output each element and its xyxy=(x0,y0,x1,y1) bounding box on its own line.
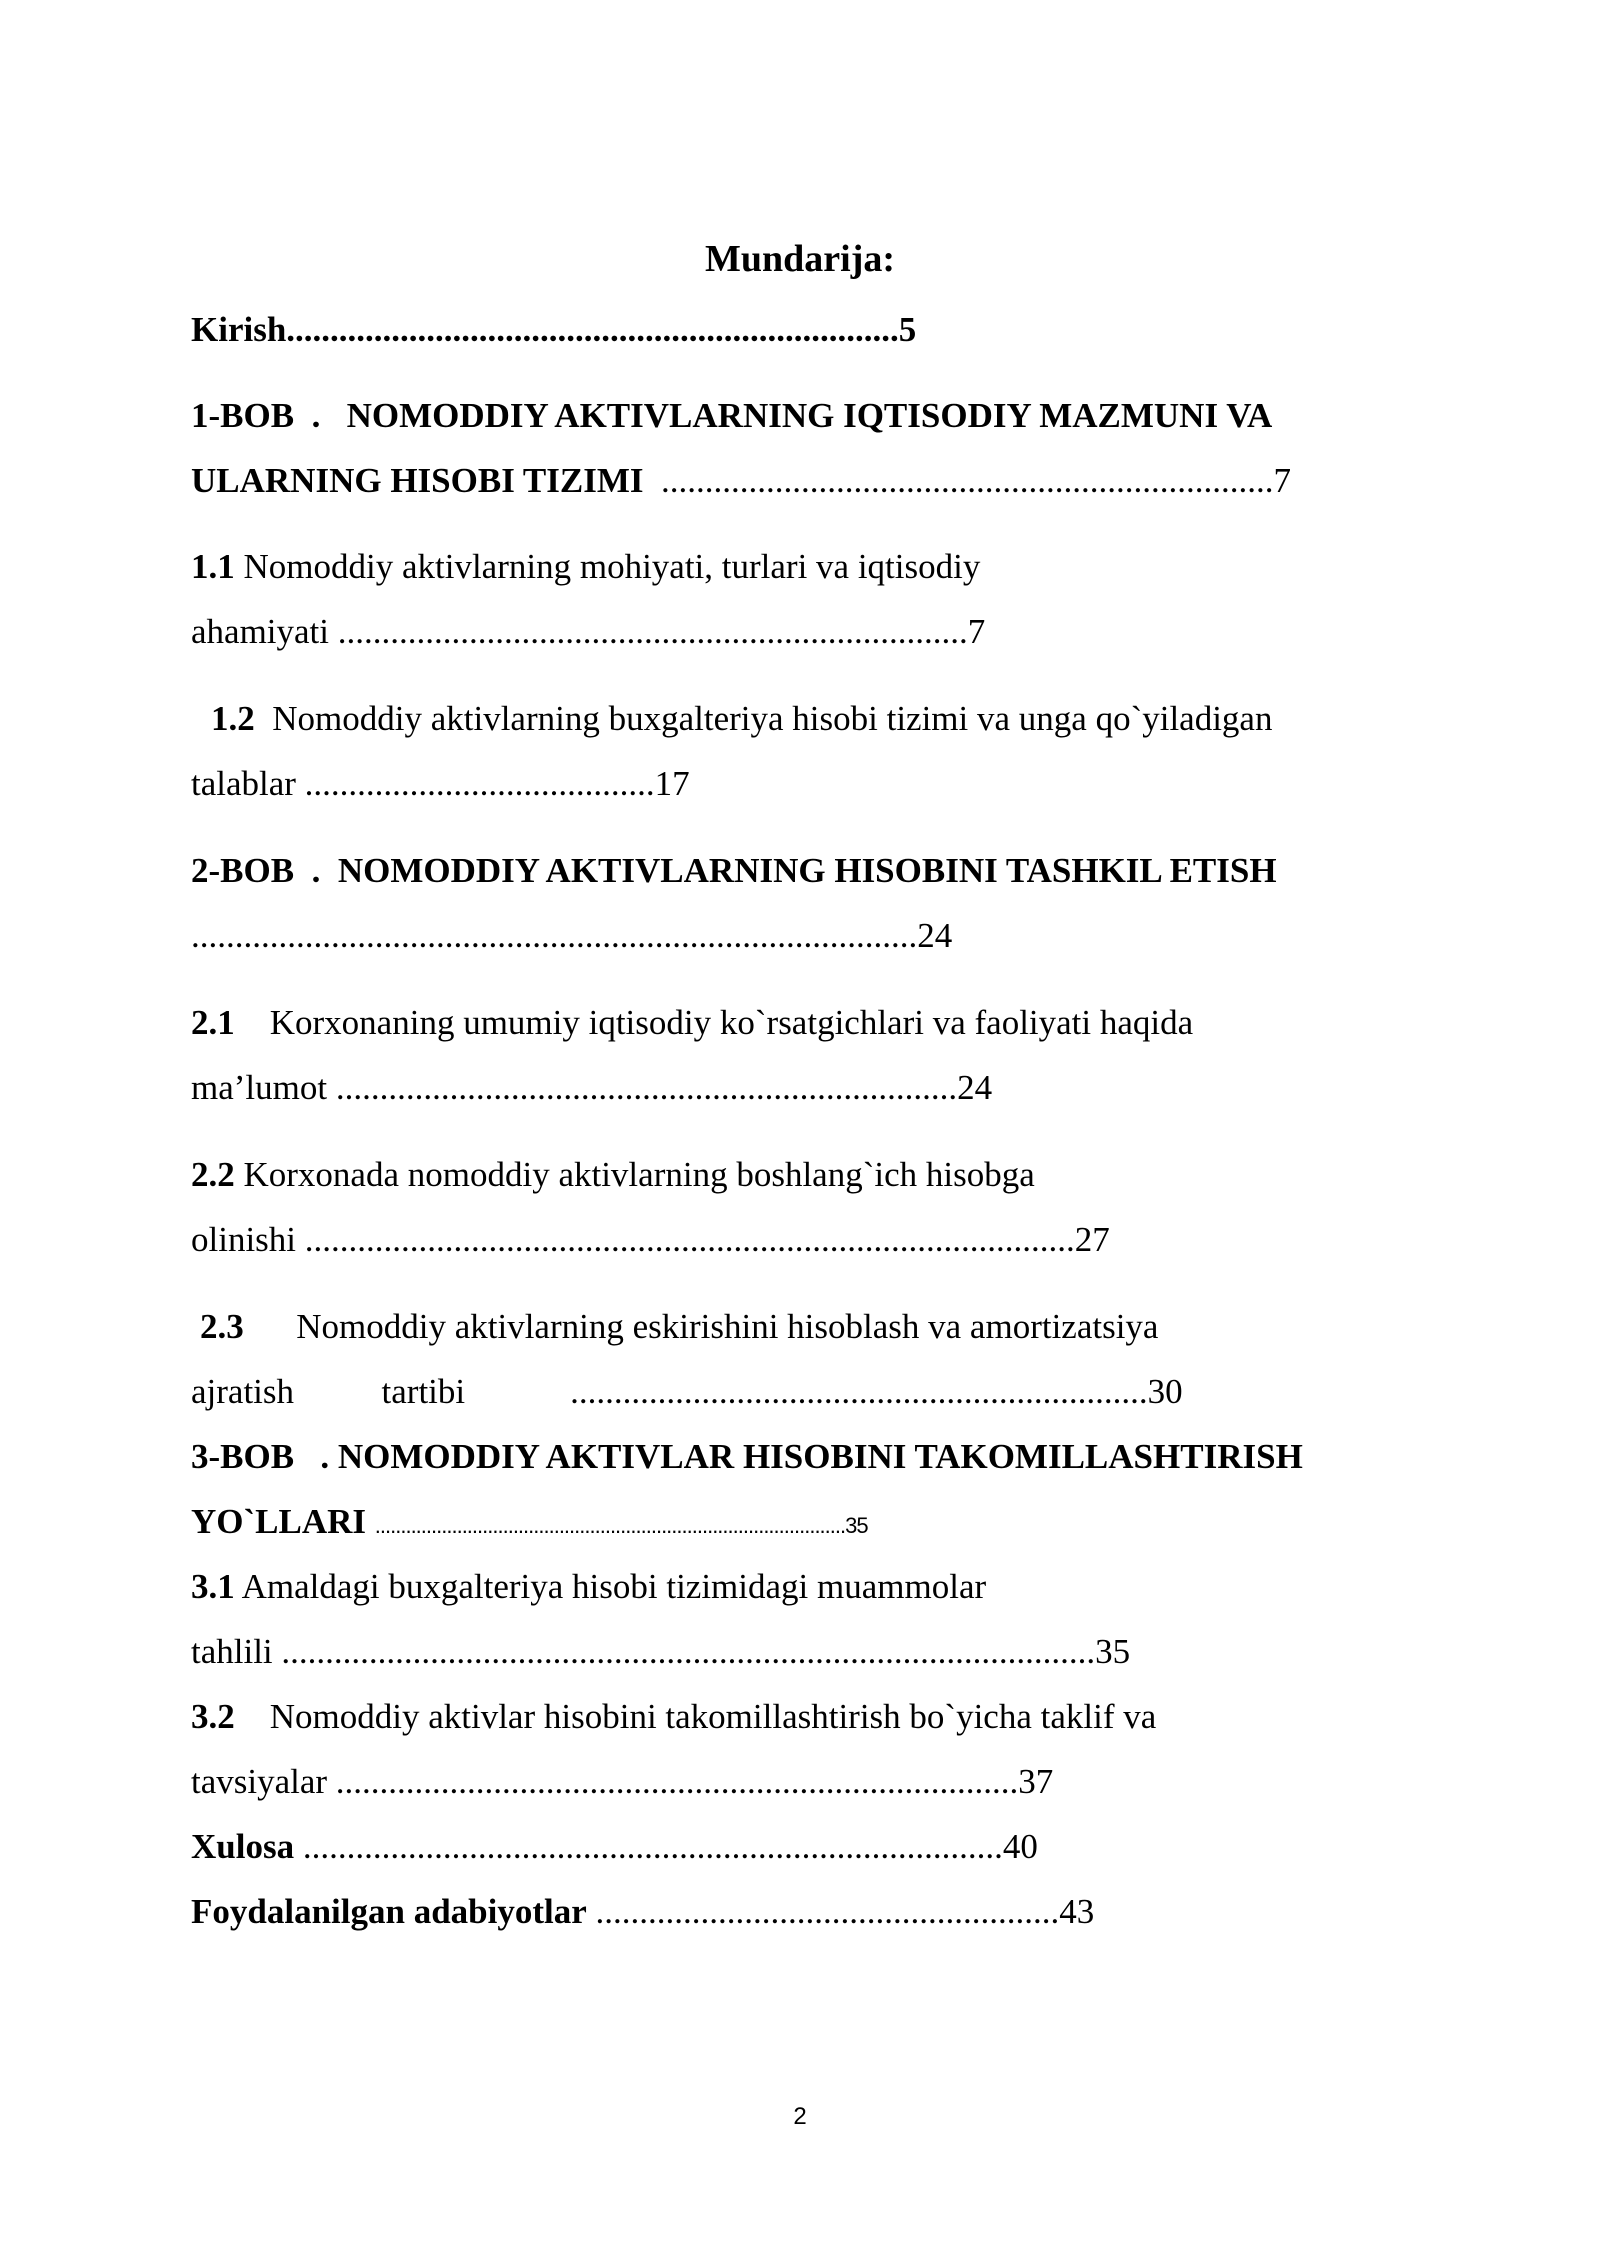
section-title: Nomoddiy aktivlarning buxgalteriya hisobi tizimi va unga qo`yiladigan xyxy=(272,699,1273,738)
toc-chapter-2-line2 xyxy=(191,912,952,960)
chapter-title-cont: ULARNING HISOBI TIZIMI xyxy=(191,461,644,500)
toc-entry-label: Kirish xyxy=(191,310,287,349)
toc-chapter-3 xyxy=(191,1433,1303,1481)
section-title-cont: tavsiyalar ..............................................................................37 xyxy=(191,1762,1054,1801)
toc-section-3-1 xyxy=(191,1563,986,1611)
section-number: 3.2 xyxy=(191,1697,235,1736)
section-title-cont: olinishi ........................................................................................27 xyxy=(191,1220,1110,1259)
toc-section-1-2 xyxy=(211,695,1272,743)
chapter-title: NOMODDIY AKTIVLAR HISOBINI TAKOMILLASHTIRISH xyxy=(337,1437,1303,1476)
toc-chapter-1-line2 xyxy=(191,457,1291,505)
chapter-title: NOMODDIY AKTIVLARNING IQTISODIY MAZMUNI VA xyxy=(346,396,1273,435)
toc-entry-dots: ..................................................................30 xyxy=(570,1372,1183,1411)
section-title: Korxonaning umumiy iqtisodiy ko`rsatgichlari va faoliyati haqida xyxy=(269,1003,1194,1042)
toc-section-2-2 xyxy=(191,1151,1035,1199)
chapter-number: 3-BOB . xyxy=(191,1437,330,1476)
section-title-cont: talablar ........................................17 xyxy=(191,764,690,803)
toc-title: Mundarija: xyxy=(705,238,895,280)
toc-section-3-2-line2 xyxy=(191,1758,1053,1806)
toc-entry-dots: .....................................................43 xyxy=(586,1892,1095,1931)
toc-entry-xulosa xyxy=(191,1823,1038,1871)
section-title-cont: ahamiyati ........................................................................7 xyxy=(191,612,986,651)
section-number: 2.2 xyxy=(191,1155,235,1194)
toc-section-2-3-line2 xyxy=(191,1368,1183,1416)
toc-section-2-2-line2 xyxy=(191,1216,1110,1264)
toc-entry-references xyxy=(191,1888,1094,1936)
toc-entry-dots: ................................................................................40 xyxy=(294,1827,1038,1866)
toc-section-3-1-line2 xyxy=(191,1628,1130,1676)
page-number: 2 xyxy=(793,2103,807,2130)
section-title-cont-b: tartibi xyxy=(381,1372,466,1411)
section-title-cont: tahlili .............................................................................................35 xyxy=(191,1632,1131,1671)
section-title-cont: ma’lumot .......................................................................24 xyxy=(191,1068,993,1107)
section-title: Nomoddiy aktivlar hisobini takomillashtirish bo`yicha taklif va xyxy=(269,1697,1157,1736)
chapter-number: 2-BOB . xyxy=(191,851,321,890)
section-title: Nomoddiy aktivlarning eskirishini hisoblash va amortizatsiya xyxy=(296,1307,1159,1346)
section-title: Korxonada nomoddiy aktivlarning boshlang`ich hisobga xyxy=(243,1155,1035,1194)
chapter-number: 1-BOB . xyxy=(191,396,321,435)
section-number: 3.1 xyxy=(191,1567,235,1606)
section-title: Nomoddiy aktivlarning mohiyati, turlari va iqtisodiy xyxy=(243,547,981,586)
toc-section-3-2 xyxy=(191,1693,1156,1741)
toc-section-2-1 xyxy=(191,999,1193,1047)
toc-entry-dots: ......................................................................5 xyxy=(286,310,917,349)
toc-entry-dots: ......................................................................7 xyxy=(661,461,1292,500)
toc-entry-kirish xyxy=(191,306,916,354)
toc-entry-label: Foydalanilgan adabiyotlar xyxy=(191,1892,587,1931)
toc-chapter-1 xyxy=(191,392,1272,440)
section-number: 2.1 xyxy=(191,1003,235,1042)
chapter-title-cont: YO`LLARI xyxy=(191,1502,367,1541)
toc-entry-dots: ...................................................................................24 xyxy=(191,916,953,955)
toc-entry-dots: ............................................................................................35 xyxy=(374,1513,868,1538)
section-number: 1.2 xyxy=(211,699,255,738)
section-number: 1.1 xyxy=(191,547,235,586)
toc-section-2-3 xyxy=(200,1303,1158,1351)
toc-chapter-2 xyxy=(191,847,1277,895)
toc-section-1-1-line2 xyxy=(191,608,985,656)
section-title-cont-a: ajratish xyxy=(191,1372,295,1411)
toc-section-2-1-line2 xyxy=(191,1064,992,1112)
chapter-title: NOMODDIY AKTIVLARNING HISOBINI TASHKIL ETISH xyxy=(337,851,1277,890)
toc-section-1-2-line2 xyxy=(191,760,690,808)
toc-section-1-1 xyxy=(191,543,980,591)
section-number: 2.3 xyxy=(200,1307,244,1346)
toc-chapter-3-line2 xyxy=(191,1498,868,1550)
toc-entry-label: Xulosa xyxy=(191,1827,295,1866)
section-title: Amaldagi buxgalteriya hisobi tizimidagi muammolar xyxy=(241,1567,987,1606)
